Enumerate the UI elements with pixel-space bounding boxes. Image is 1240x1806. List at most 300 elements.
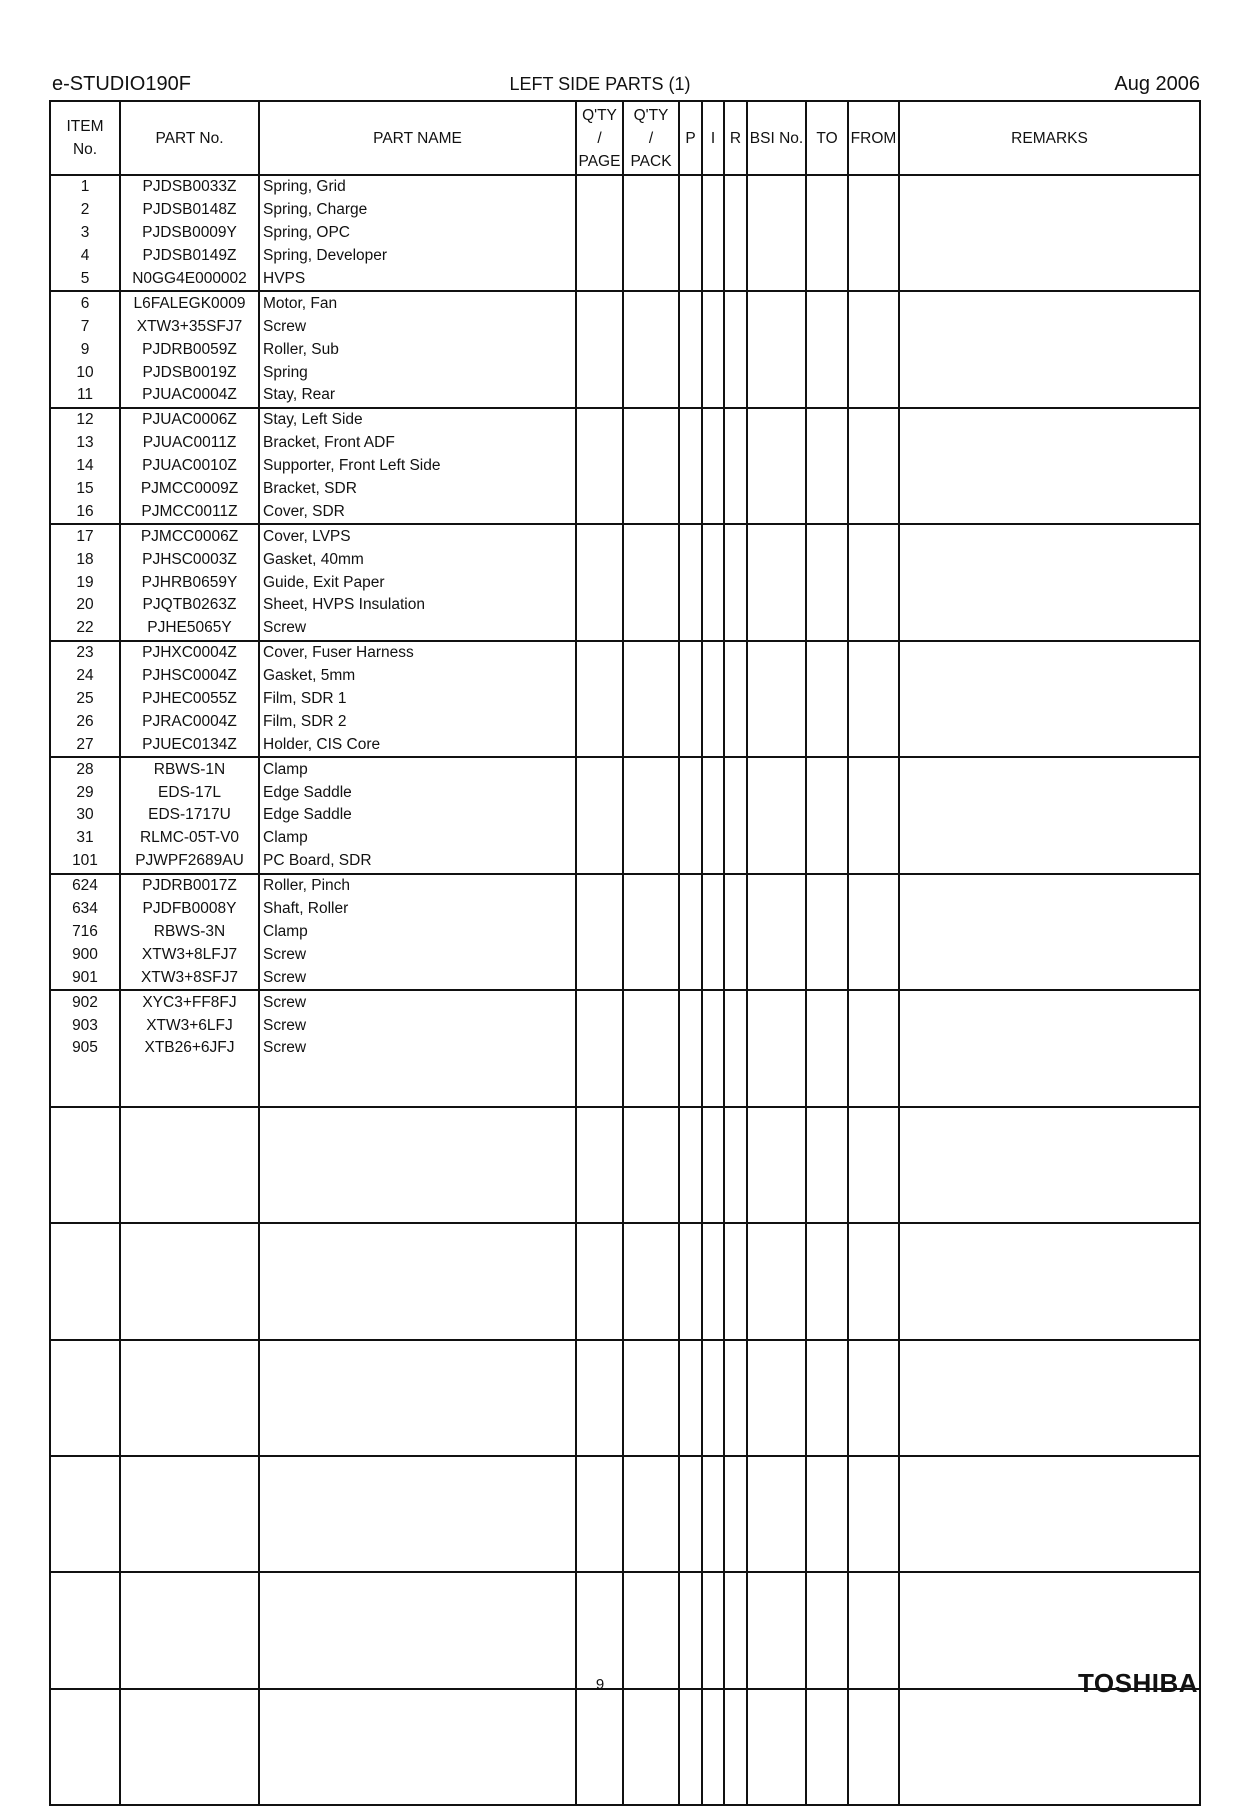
cell-qty-page [576,268,623,292]
cell-item: 901 [50,966,120,990]
cell-qty-pack [623,1596,679,1619]
cell-i [702,1153,724,1176]
table-row [50,1270,1200,1293]
cell-part-name [259,1316,576,1340]
col-header-part-no: PART No. [120,101,259,175]
cell-remarks [899,432,1200,455]
cell-to [806,850,848,874]
cell-bsi [747,1083,806,1107]
table-row [50,990,1200,1014]
cell-qty-pack [623,1480,679,1503]
cell-to [806,1107,848,1131]
cell-from [848,733,899,757]
cell-p [679,1060,702,1083]
cell-to [806,757,848,781]
cell-bsi [747,361,806,384]
cell-to [806,1083,848,1107]
cell-r [724,943,747,966]
cell-from [848,1247,899,1270]
cell-qty-pack [623,408,679,432]
cell-p [679,850,702,874]
cell-r [724,1107,747,1131]
cell-part-name: Edge Saddle [259,781,576,804]
cell-bsi [747,1409,806,1432]
cell-i [702,1432,724,1456]
cell-r [724,1386,747,1409]
cell-item [50,1060,120,1083]
cell-p [679,1759,702,1782]
cell-from [848,455,899,478]
cell-i [702,1409,724,1432]
cell-i [702,617,724,641]
cell-part-name [259,1526,576,1549]
cell-part-name: Stay, Rear [259,384,576,408]
cell-i [702,455,724,478]
cell-remarks [899,781,1200,804]
cell-qty-page [576,1549,623,1573]
cell-part-name [259,1781,576,1805]
table-row [50,291,1200,315]
cell-r [724,268,747,292]
table-row [50,408,1200,432]
cell-from [848,874,899,898]
table-row [50,921,1200,944]
cell-qty-pack [623,1247,679,1270]
cell-from [848,571,899,594]
cell-from [848,921,899,944]
table-row [50,1572,1200,1596]
table-row [50,850,1200,874]
cell-part-name: Supporter, Front Left Side [259,455,576,478]
cell-to [806,1153,848,1176]
cell-item [50,1503,120,1526]
cell-to [806,478,848,501]
cell-remarks [899,455,1200,478]
cell-bsi [747,1619,806,1642]
cell-r [724,733,747,757]
cell-part-no [120,1270,259,1293]
cell-remarks [899,478,1200,501]
cell-r [724,850,747,874]
cell-part-name [259,1293,576,1316]
cell-qty-page [576,1781,623,1805]
cell-bsi [747,898,806,921]
cell-bsi [747,850,806,874]
cell-bsi [747,1526,806,1549]
cell-to [806,1619,848,1642]
cell-qty-pack [623,361,679,384]
cell-qty-page [576,1526,623,1549]
cell-part-no: N0GG4E000002 [120,268,259,292]
cell-part-name [259,1340,576,1364]
cell-i [702,1223,724,1247]
cell-remarks [899,874,1200,898]
cell-qty-pack [623,804,679,827]
cell-part-no [120,1083,259,1107]
cell-i [702,1456,724,1480]
cell-qty-pack [623,781,679,804]
cell-qty-page [576,1153,623,1176]
cell-part-no: PJMCC0009Z [120,478,259,501]
cell-p [679,1247,702,1270]
cell-from [848,478,899,501]
cell-r [724,1759,747,1782]
table-row [50,548,1200,571]
cell-from [848,432,899,455]
cell-remarks [899,268,1200,292]
cell-remarks [899,641,1200,665]
cell-i [702,641,724,665]
cell-to [806,245,848,268]
cell-bsi [747,500,806,524]
cell-item: 22 [50,617,120,641]
cell-part-name [259,1549,576,1573]
cell-r [724,990,747,1014]
cell-from [848,1176,899,1199]
cell-r [724,898,747,921]
cell-r [724,594,747,617]
cell-i [702,1572,724,1596]
table-row [50,781,1200,804]
cell-part-no: RBWS-1N [120,757,259,781]
cell-bsi [747,710,806,733]
cell-part-no: PJDSB0019Z [120,361,259,384]
cell-from [848,1596,899,1619]
cell-to [806,710,848,733]
cell-bsi [747,1107,806,1131]
cell-item: 12 [50,408,120,432]
cell-bsi [747,199,806,222]
cell-qty-page [576,733,623,757]
cell-bsi [747,548,806,571]
cell-item: 101 [50,850,120,874]
cell-to [806,1363,848,1386]
cell-part-no: XTW3+35SFJ7 [120,315,259,338]
cell-r [724,1713,747,1736]
cell-r [724,641,747,665]
table-row [50,1713,1200,1736]
cell-i [702,571,724,594]
cell-i [702,361,724,384]
cell-item: 634 [50,898,120,921]
table-row [50,432,1200,455]
cell-qty-page [576,804,623,827]
cell-qty-pack [623,966,679,990]
cell-r [724,1247,747,1270]
table-row [50,943,1200,966]
cell-p [679,1572,702,1596]
cell-r [724,524,747,548]
cell-bsi [747,1131,806,1154]
cell-qty-pack [623,990,679,1014]
cell-item: 4 [50,245,120,268]
cell-from [848,361,899,384]
cell-i [702,1293,724,1316]
cell-item: 9 [50,338,120,361]
cell-part-no [120,1247,259,1270]
cell-item [50,1131,120,1154]
cell-remarks [899,921,1200,944]
cell-qty-pack [623,1409,679,1432]
cell-item [50,1270,120,1293]
col-header-from: FROM [848,101,899,175]
cell-bsi [747,1781,806,1805]
cell-p [679,432,702,455]
cell-item: 24 [50,665,120,688]
cell-qty-pack [623,1060,679,1083]
cell-remarks [899,1060,1200,1083]
cell-to [806,1713,848,1736]
cell-item [50,1432,120,1456]
table-row [50,1153,1200,1176]
table-row [50,478,1200,501]
cell-to [806,1526,848,1549]
cell-i [702,1176,724,1199]
cell-i [702,943,724,966]
cell-p [679,338,702,361]
cell-item: 19 [50,571,120,594]
table-row [50,199,1200,222]
cell-qty-pack [623,571,679,594]
cell-i [702,898,724,921]
cell-r [724,617,747,641]
cell-i [702,1781,724,1805]
cell-part-name [259,1503,576,1526]
cell-qty-pack [623,1223,679,1247]
cell-remarks [899,827,1200,850]
cell-remarks [899,1432,1200,1456]
cell-part-name: Clamp [259,827,576,850]
cell-item [50,1549,120,1573]
cell-from [848,617,899,641]
cell-r [724,571,747,594]
cell-item [50,1223,120,1247]
cell-part-name: Film, SDR 2 [259,710,576,733]
cell-qty-page [576,432,623,455]
cell-remarks [899,1223,1200,1247]
cell-from [848,1037,899,1060]
cell-from [848,990,899,1014]
cell-qty-pack [623,478,679,501]
cell-item [50,1199,120,1223]
cell-item [50,1713,120,1736]
cell-to [806,1340,848,1364]
cell-p [679,1223,702,1247]
cell-item: 11 [50,384,120,408]
cell-part-name: Cover, LVPS [259,524,576,548]
cell-item: 25 [50,688,120,711]
cell-part-name [259,1083,576,1107]
cell-p [679,617,702,641]
revision-date: Aug 2006 [1114,73,1200,95]
cell-part-name: Holder, CIS Core [259,733,576,757]
cell-remarks [899,245,1200,268]
cell-p [679,1293,702,1316]
cell-qty-page [576,1432,623,1456]
cell-p [679,827,702,850]
cell-p [679,1340,702,1364]
cell-r [724,1619,747,1642]
cell-item [50,1293,120,1316]
cell-qty-pack [623,1131,679,1154]
table-row [50,733,1200,757]
cell-from [848,850,899,874]
cell-qty-page [576,898,623,921]
cell-qty-page [576,1642,623,1665]
cell-r [724,757,747,781]
cell-item: 18 [50,548,120,571]
table-row [50,500,1200,524]
cell-part-name: Clamp [259,921,576,944]
cell-i [702,199,724,222]
cell-part-no: PJHRB0659Y [120,571,259,594]
cell-from [848,757,899,781]
cell-bsi [747,1503,806,1526]
cell-bsi [747,1176,806,1199]
cell-item [50,1572,120,1596]
cell-remarks [899,222,1200,245]
cell-bsi [747,1736,806,1759]
cell-part-name [259,1736,576,1759]
cell-r [724,827,747,850]
cell-bsi [747,291,806,315]
table-row [50,1456,1200,1480]
table-row [50,804,1200,827]
cell-remarks [899,1480,1200,1503]
cell-remarks [899,617,1200,641]
cell-i [702,594,724,617]
cell-qty-page [576,1014,623,1037]
cell-from [848,524,899,548]
cell-to [806,361,848,384]
cell-remarks [899,1456,1200,1480]
cell-qty-page [576,1131,623,1154]
cell-to [806,1503,848,1526]
cell-part-no [120,1223,259,1247]
cell-item: 20 [50,594,120,617]
cell-i [702,781,724,804]
cell-to [806,804,848,827]
cell-part-name [259,1432,576,1456]
cell-r [724,199,747,222]
cell-to [806,338,848,361]
cell-bsi [747,943,806,966]
cell-from [848,1549,899,1573]
cell-part-no: PJUEC0134Z [120,733,259,757]
cell-bsi [747,524,806,548]
cell-p [679,641,702,665]
cell-from [848,222,899,245]
cell-from [848,641,899,665]
cell-remarks [899,199,1200,222]
cell-remarks [899,1386,1200,1409]
cell-remarks [899,1409,1200,1432]
cell-from [848,1340,899,1364]
cell-item [50,1107,120,1131]
cell-part-name [259,1060,576,1083]
cell-from [848,500,899,524]
table-row [50,222,1200,245]
cell-r [724,338,747,361]
cell-qty-pack [623,1759,679,1782]
cell-remarks [899,1083,1200,1107]
cell-qty-page [576,245,623,268]
cell-bsi [747,338,806,361]
toshiba-logo: TOSHIBA [1077,1668,1198,1698]
cell-p [679,245,702,268]
cell-from [848,1480,899,1503]
cell-qty-page [576,1176,623,1199]
cell-p [679,524,702,548]
cell-part-name: Stay, Left Side [259,408,576,432]
cell-from [848,1083,899,1107]
cell-qty-pack [623,1153,679,1176]
cell-qty-pack [623,665,679,688]
parts-table [49,100,1201,1806]
cell-r [724,315,747,338]
cell-qty-page [576,1270,623,1293]
cell-bsi [747,1316,806,1340]
cell-qty-pack [623,175,679,199]
cell-bsi [747,688,806,711]
cell-qty-pack [623,222,679,245]
table-row [50,268,1200,292]
col-header-r: R [724,101,747,175]
cell-r [724,361,747,384]
cell-i [702,1619,724,1642]
cell-remarks [899,361,1200,384]
cell-item [50,1480,120,1503]
cell-p [679,408,702,432]
cell-part-no: EDS-17L [120,781,259,804]
cell-bsi [747,733,806,757]
cell-i [702,1316,724,1340]
cell-part-no: PJDFB0008Y [120,898,259,921]
cell-remarks [899,594,1200,617]
cell-remarks [899,1340,1200,1364]
cell-qty-pack [623,1014,679,1037]
cell-part-name: Spring [259,361,576,384]
table-row [50,384,1200,408]
cell-to [806,432,848,455]
cell-qty-page [576,1060,623,1083]
cell-from [848,1619,899,1642]
cell-qty-pack [623,827,679,850]
cell-to [806,1432,848,1456]
cell-to [806,1480,848,1503]
cell-part-name: Screw [259,943,576,966]
cell-r [724,1340,747,1364]
cell-from [848,1223,899,1247]
cell-bsi [747,874,806,898]
cell-part-no [120,1060,259,1083]
table-row [50,1526,1200,1549]
cell-qty-pack [623,1316,679,1340]
cell-item [50,1642,120,1665]
cell-qty-pack [623,1713,679,1736]
cell-p [679,1316,702,1340]
table-row [50,524,1200,548]
cell-part-no: L6FALEGK0009 [120,291,259,315]
cell-part-name [259,1386,576,1409]
cell-item [50,1596,120,1619]
cell-from [848,1503,899,1526]
cell-bsi [747,757,806,781]
cell-p [679,315,702,338]
cell-remarks [899,1199,1200,1223]
cell-qty-page [576,338,623,361]
cell-bsi [747,1596,806,1619]
